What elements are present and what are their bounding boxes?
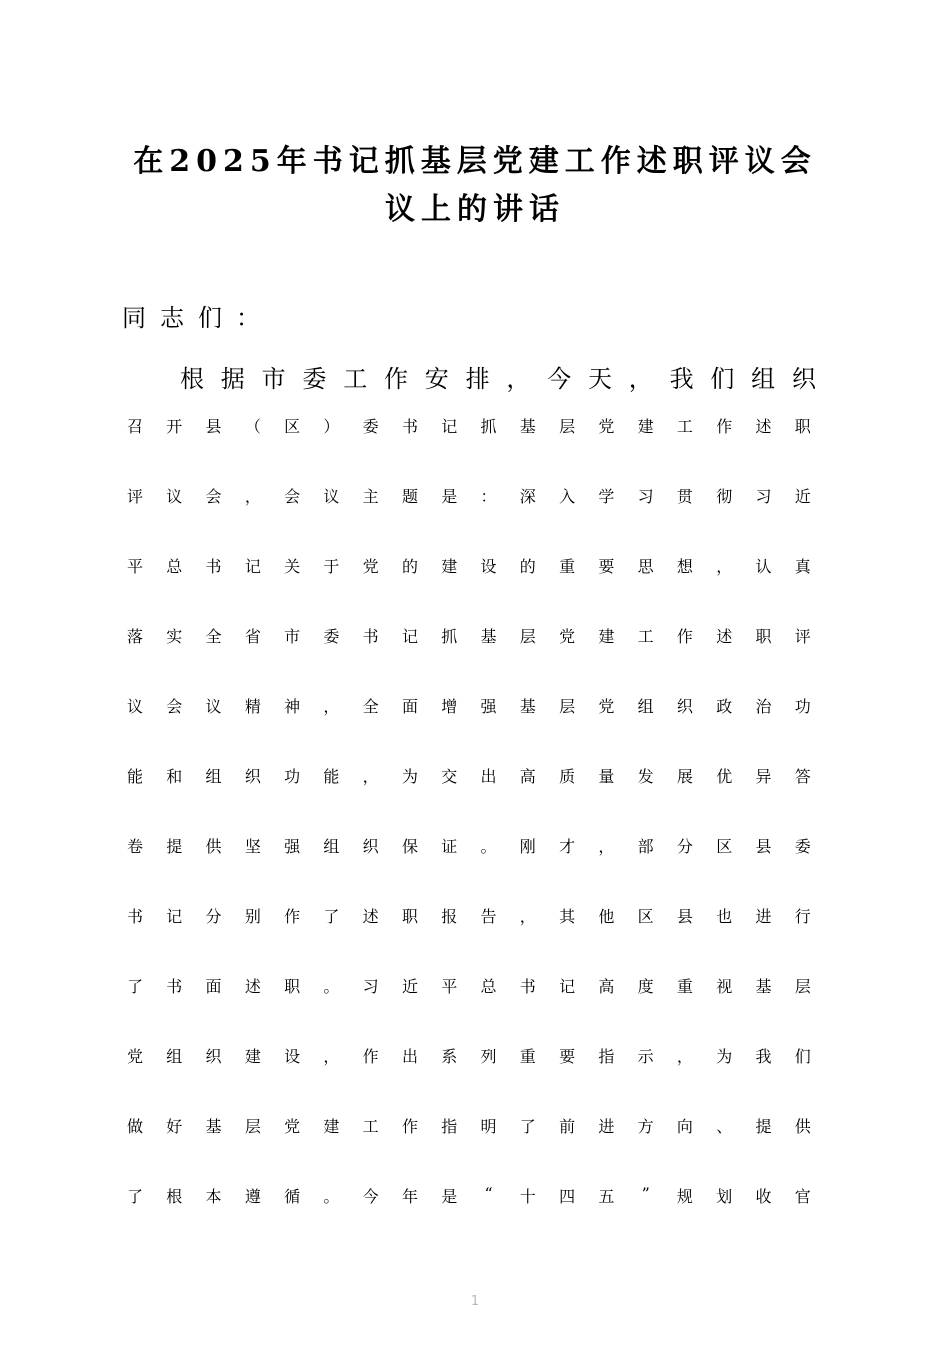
document-title-line-2: 议上的讲话: [385, 192, 565, 227]
paragraph-body: [122, 414, 816, 1254]
salutation: 同志们：: [122, 304, 274, 332]
paragraph-line: 召 开 县 （ 区 ） 委 书 记 抓 基 层 党 建 工 作 述 职: [126, 417, 811, 436]
paragraph-line: 做 好 基 层 党 建 工 作 指 明 了 前 进 方 向 、 提 供: [126, 1117, 811, 1136]
paragraph-line: 根 据 市 委 工 作 安 排 ， 今 天 ， 我 们 组 织: [180, 365, 816, 393]
paragraph-line: 评 议 会 ， 会 议 主 题 是 ： 深 入 学 习 贯 彻 习 近: [126, 487, 811, 506]
paragraph-line: 卷 提 供 坚 强 组 织 保 证 。 刚 才 ， 部 分 区 县 委: [126, 837, 811, 856]
paragraph-line: 党 组 织 建 设 ， 作 出 系 列 重 要 指 示 ， 为 我 们: [126, 1047, 811, 1066]
paragraph-line: 了 根 本 遵 循 。 今 年 是 “ 十 四 五 ” 规 划 收 官: [126, 1184, 811, 1206]
paragraph-line: 落 实 全 省 市 委 书 记 抓 基 层 党 建 工 作 述 职 评: [126, 627, 811, 646]
paragraph-line: 能 和 组 织 功 能 ， 为 交 出 高 质 量 发 展 优 异 答: [126, 767, 811, 786]
paragraph-line: 书 记 分 别 作 了 述 职 报 告 ， 其 他 区 县 也 进 行: [126, 907, 811, 926]
paragraph-line: 平 总 书 记 关 于 党 的 建 设 的 重 要 思 想 ， 认 真: [126, 557, 811, 576]
paragraph-line: 议 会 议 精 神 ， 全 面 增 强 基 层 党 组 织 政 治 功: [126, 697, 811, 716]
page-number: 1: [470, 1294, 480, 1309]
document-title-line-1: 在2025年书记抓基层党建工作述职评议会: [133, 144, 817, 179]
paragraph-line: 了 书 面 述 职 。 习 近 平 总 书 记 高 度 重 视 基 层: [126, 977, 811, 996]
